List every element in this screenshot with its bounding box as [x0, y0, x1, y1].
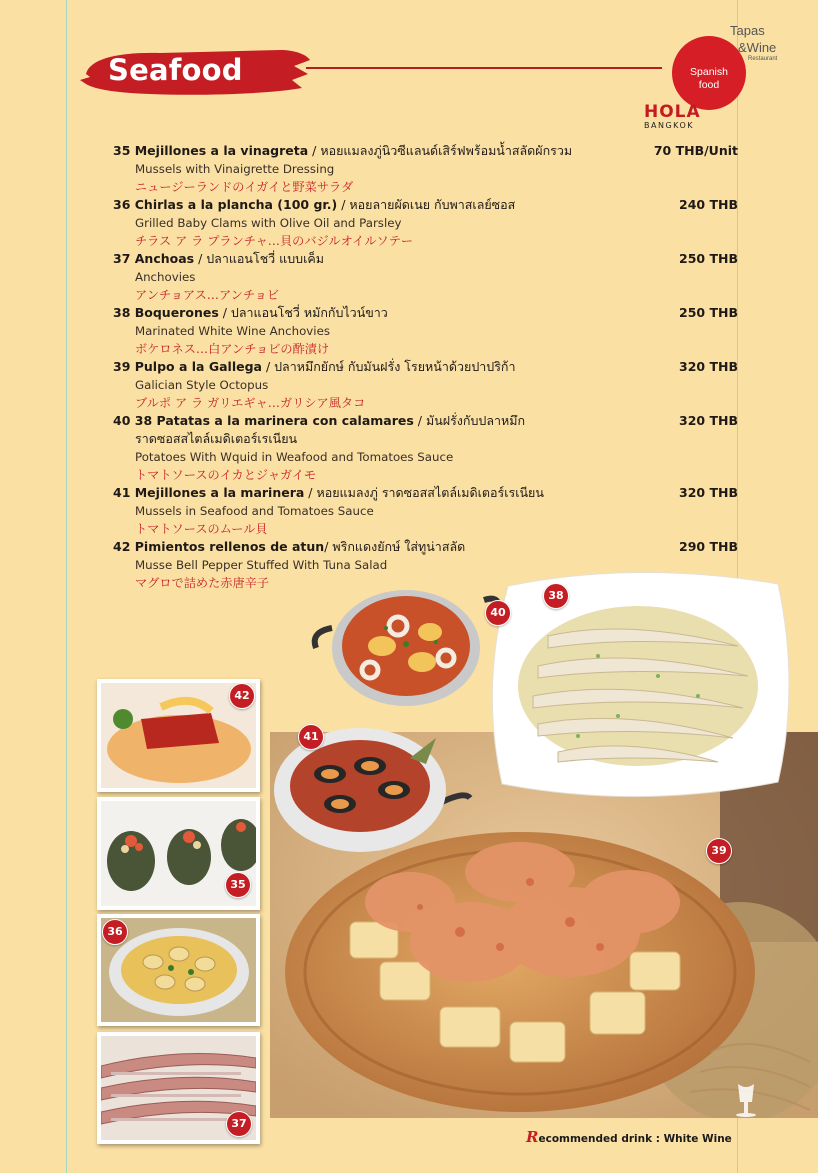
menu-item [113, 358, 738, 412]
dish-name: 36 Chirlas a la plancha (100 gr.) [113, 197, 338, 212]
dish-english: Mussels with Vinaigrette Dressing [135, 162, 335, 176]
dish-thai: / พริกแดงยักษ์ ใส่ทูน่าสลัด [324, 539, 466, 554]
guide-line-left [66, 0, 67, 1173]
dish-name: 35 Mejillones a la vinagreta [113, 143, 309, 158]
photo-badge-37: 37 [226, 1111, 252, 1137]
dish-japanese: ニュージーランドのイガイと野菜サラダ [135, 180, 354, 194]
menu-item [113, 484, 738, 538]
menu-list [113, 142, 738, 592]
footer-initial: R [526, 1128, 539, 1146]
dish-name: 38 Boquerones [113, 305, 219, 320]
dish-name: 42 Pimientos rellenos de atun [113, 539, 325, 554]
dish-thai: / หอยแมลงภู่ ราดซอสสไตล์เมดิเตอร์เรเนียน [304, 485, 544, 500]
photo-badge-42: 42 [229, 683, 255, 709]
logo-restaurant: Restaurant [748, 56, 778, 62]
dish-price: 240 THB [679, 197, 738, 212]
menu-item [113, 250, 738, 304]
dish-english: Potatoes With Wquid in Weafood and Tomatoes Sauce [135, 450, 454, 464]
dish-japanese: チラス ア ラ プランチャ…貝のバジルオイルソテー [135, 234, 414, 248]
logo-spanish-food: Spanish food [690, 66, 728, 91]
boquerones-photo [478, 566, 796, 804]
dish-japanese: ボケロネス…白アンチョビの酢漬け [135, 342, 330, 356]
dish-thai: / หอยแมลงภู่นิวซีแลนด์เสิร์ฟพร้อมน้ำสลัดผักรวม [308, 143, 573, 158]
dish-thai: / ปลาแอนโชวี่ หมักกับไวน์ขาว [218, 305, 388, 320]
footer-text: ecommended drink : White Wine [538, 1133, 732, 1145]
dish-name: 37 Anchoas [113, 251, 195, 266]
menu-item [113, 142, 738, 196]
dish-japanese: マグロで詰めた赤唐辛子 [135, 576, 270, 590]
menu-item [113, 304, 738, 358]
photo-badge-41: 41 [298, 724, 324, 750]
dish-thai: / ปลาแอนโชวี่ แบบเค็ม [194, 251, 324, 266]
logo-tapas: Tapas [730, 23, 765, 38]
dish-price: 320 THB [679, 413, 738, 428]
restaurant-logo [644, 18, 800, 134]
dish-english: Mussels in Seafood and Tomatoes Sauce [135, 504, 374, 518]
dish-english: Marinated White Wine Anchovies [135, 324, 330, 338]
dish-name: 41 Mejillones a la marinera [113, 485, 305, 500]
photo-badge-38: 38 [543, 583, 569, 609]
menu-item [113, 196, 738, 250]
dish-japanese: トマトソースのイカとジャガイモ [135, 468, 317, 482]
dish-japanese: トマトソースのムール貝 [135, 522, 268, 536]
dish-english: Musse Bell Pepper Stuffed With Tuna Salad [135, 558, 388, 572]
photo-badge-35: 35 [225, 872, 251, 898]
header-divider [306, 67, 662, 69]
dish-english: Anchovies [135, 270, 196, 284]
logo-hola: HOLA [644, 102, 701, 122]
dish-name: 40 38 Patatas a la marinera con calamares [113, 413, 414, 428]
logo-bangkok: BANGKOK [644, 121, 694, 130]
dish-price: 320 THB [679, 359, 738, 374]
photo-badge-40: 40 [485, 600, 511, 626]
dish-english: Grilled Baby Clams with Olive Oil and Parsley [135, 216, 402, 230]
recommended-drink [526, 1128, 732, 1146]
photo-badge-39: 39 [706, 838, 732, 864]
dish-thai: / หอยลายผัดเนย กับพาสเลย์ซอส [337, 197, 516, 212]
menu-item [113, 412, 738, 484]
patatas-calamares-photo [306, 578, 506, 724]
dish-price: 250 THB [679, 305, 738, 320]
dish-thai: / มันฝรั่งกับปลาหมึก [413, 413, 526, 428]
section-title: Seafood [108, 53, 243, 87]
dish-name: 39 Pulpo a la Gallega [113, 359, 262, 374]
dish-thai-line2: ราดซอสสไตล์เมดิเตอร์เรเนียน [135, 431, 298, 446]
dish-japanese: ブルポ ア ラ ガリエギャ…ガリシア風タコ [135, 396, 366, 410]
dish-price: 70 THB/Unit [653, 143, 738, 158]
dish-thai: / ปลาหมึกยักษ์ กับมันฝรั่ง โรยหน้าด้วยปาปริก้า [261, 359, 516, 374]
dish-price: 290 THB [679, 539, 738, 554]
dish-price: 320 THB [679, 485, 738, 500]
dish-japanese: アンチョアス…アンチョビ [135, 288, 280, 302]
dish-english: Galician Style Octopus [135, 378, 269, 392]
logo-wine: &Wine [738, 40, 777, 55]
dish-price: 250 THB [679, 251, 738, 266]
photo-badge-36: 36 [102, 919, 128, 945]
